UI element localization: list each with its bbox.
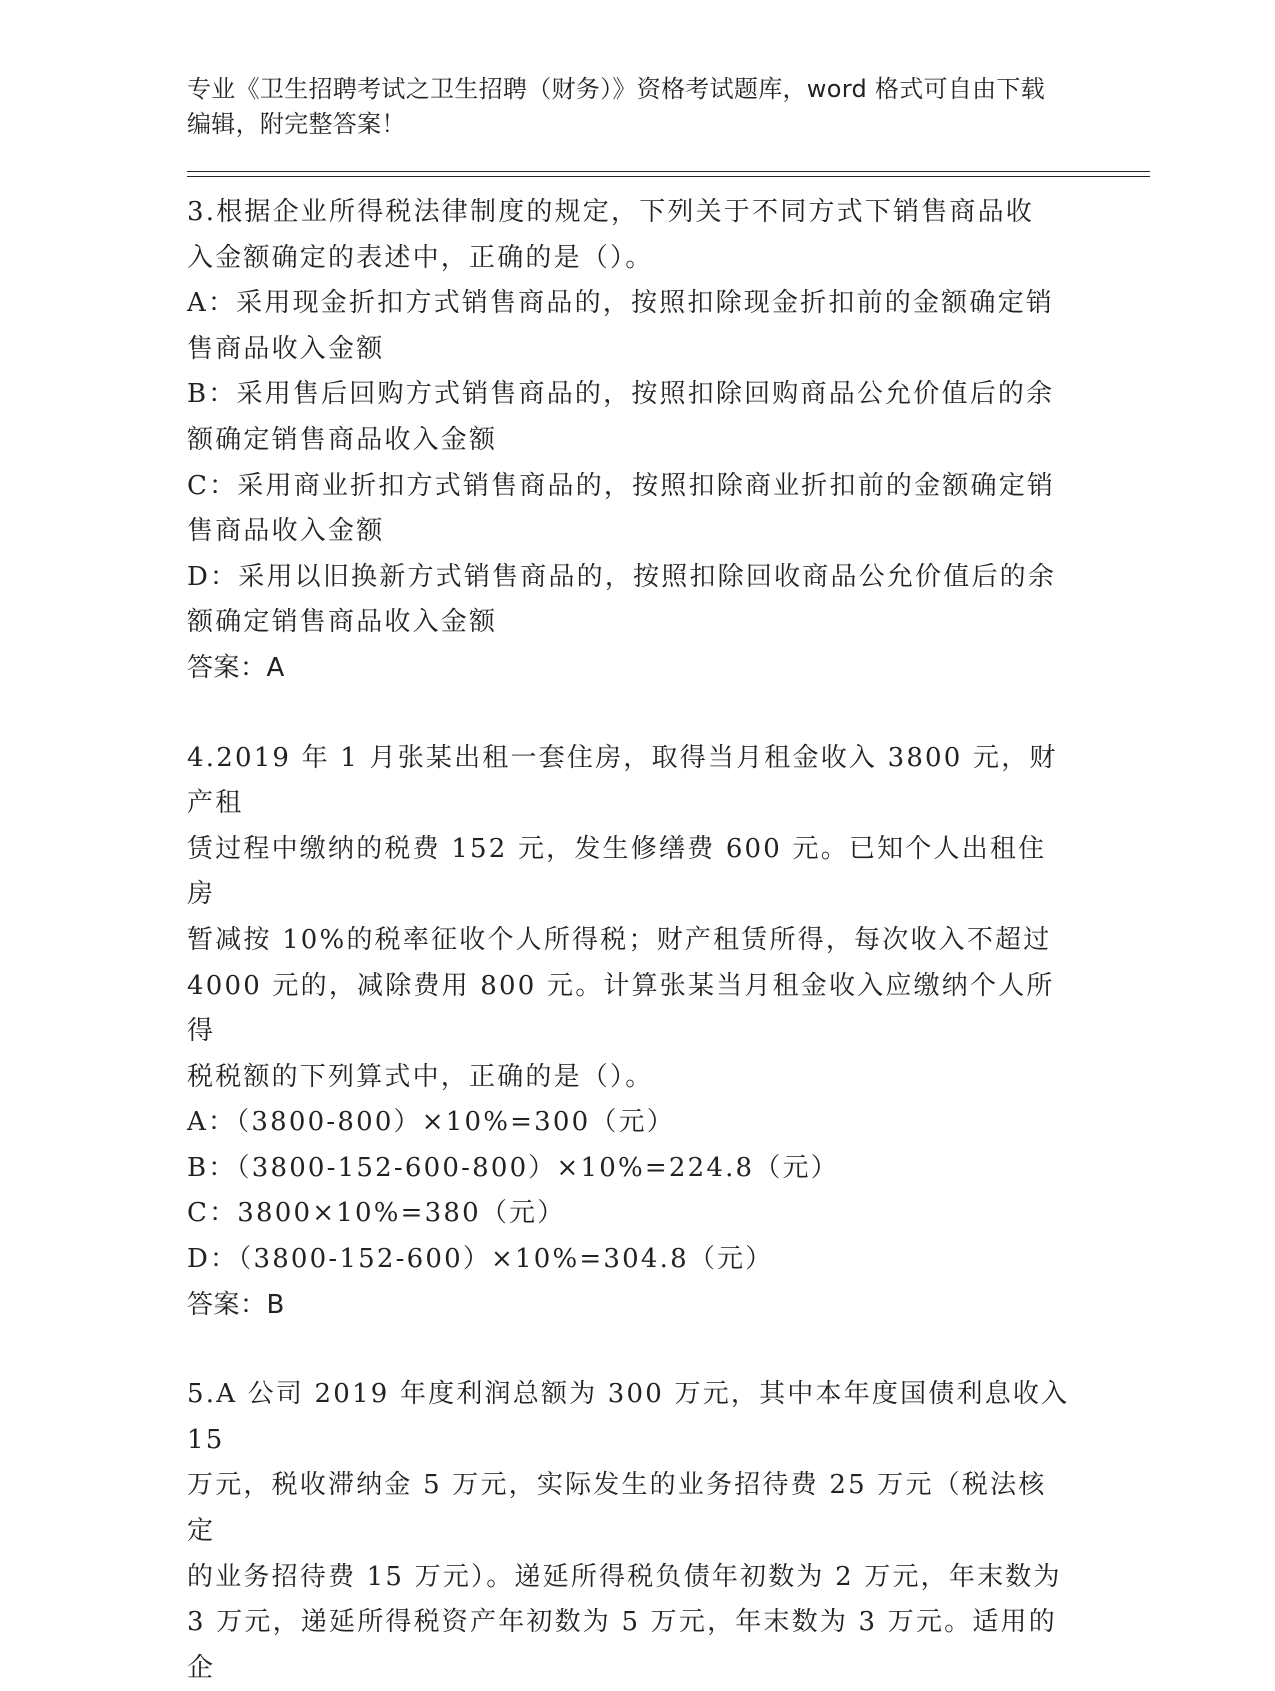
question-text-line: 4000 元的，减除费用 800 元。计算张某当月租金收入应缴纳个人所得 bbox=[187, 970, 1055, 1047]
header-line-1: 专业《卫生招聘考试之卫生招聘（财务）》资格考试题库，word 格式可自由下载 bbox=[187, 75, 1046, 103]
answer-label: 答案：B bbox=[187, 1289, 285, 1320]
option-c-line: 售商品收入金额 bbox=[187, 516, 385, 547]
option-c-line: C：3800×10%=380（元） bbox=[187, 1198, 566, 1229]
question-text-line: 4.2019 年 1 月张某出租一套住房，取得当月租金收入 3800 元，财产租 bbox=[187, 742, 1058, 819]
question-text-line: 3.根据企业所得税法律制度的规定，下列关于不同方式下销售商品收 bbox=[187, 197, 1035, 227]
spacer bbox=[187, 692, 1072, 736]
document-header bbox=[187, 72, 1087, 142]
option-d-line: D：（3800-152-600）×10%=304.8（元） bbox=[187, 1244, 774, 1275]
header-rule-top bbox=[187, 171, 1150, 172]
option-b-line: B：（3800-152-600-800）×10%=224.8（元） bbox=[187, 1152, 839, 1183]
header-line-2: 编辑，附完整答案！ bbox=[187, 110, 406, 138]
question-text-line: 税税额的下列算式中，正确的是（）。 bbox=[187, 1061, 654, 1092]
option-a-line: A：采用现金折扣方式销售商品的，按照扣除现金折扣前的金额确定销 bbox=[187, 288, 1054, 319]
question-text-line: 入金额确定的表述中，正确的是（）。 bbox=[187, 242, 654, 273]
question-text-line: 5.A 公司 2019 年度利润总额为 300 万元，其中本年度国债利息收入 15 bbox=[187, 1379, 1070, 1455]
question-3 bbox=[187, 190, 1072, 692]
option-a-line: 售商品收入金额 bbox=[187, 333, 385, 364]
document-body bbox=[187, 190, 1072, 1691]
question-text-line: 赁过程中缴纳的税费 152 元，发生修缮费 600 元。已知个人出租住房 bbox=[187, 833, 1047, 910]
option-b-line: B：采用售后回购方式销售商品的，按照扣除回购商品公允价值后的余 bbox=[187, 379, 1055, 410]
option-a-line: A：（3800-800）×10%=300（元） bbox=[187, 1107, 675, 1138]
question-4 bbox=[187, 736, 1072, 1329]
answer-label: 答案：A bbox=[187, 652, 285, 683]
spacer bbox=[187, 1328, 1072, 1372]
header-rule-bottom bbox=[187, 176, 1150, 177]
option-d-line: D：采用以旧换新方式销售商品的，按照扣除回收商品公允价值后的余 bbox=[187, 561, 1057, 592]
question-text-line: 万元，税收滞纳金 5 万元，实际发生的业务招待费 25 万元（税法核定 bbox=[187, 1470, 1047, 1547]
option-b-line: 额确定销售商品收入金额 bbox=[187, 424, 498, 455]
option-c-line: C：采用商业折扣方式销售商品的，按照扣除商业折扣前的金额确定销 bbox=[187, 470, 1056, 501]
question-5 bbox=[187, 1372, 1072, 1691]
option-d-line: 额确定销售商品收入金额 bbox=[187, 607, 498, 638]
question-text-line: 暂减按 10%的税率征收个人所得税；财产租赁所得，每次收入不超过 bbox=[187, 924, 1052, 955]
question-text-line: 3 万元，递延所得税资产年初数为 5 万元，年末数为 3 万元。适用的企 bbox=[187, 1607, 1057, 1683]
question-text-line: 的业务招待费 15 万元）。递延所得税负债年初数为 2 万元，年末数为 bbox=[187, 1561, 1062, 1592]
